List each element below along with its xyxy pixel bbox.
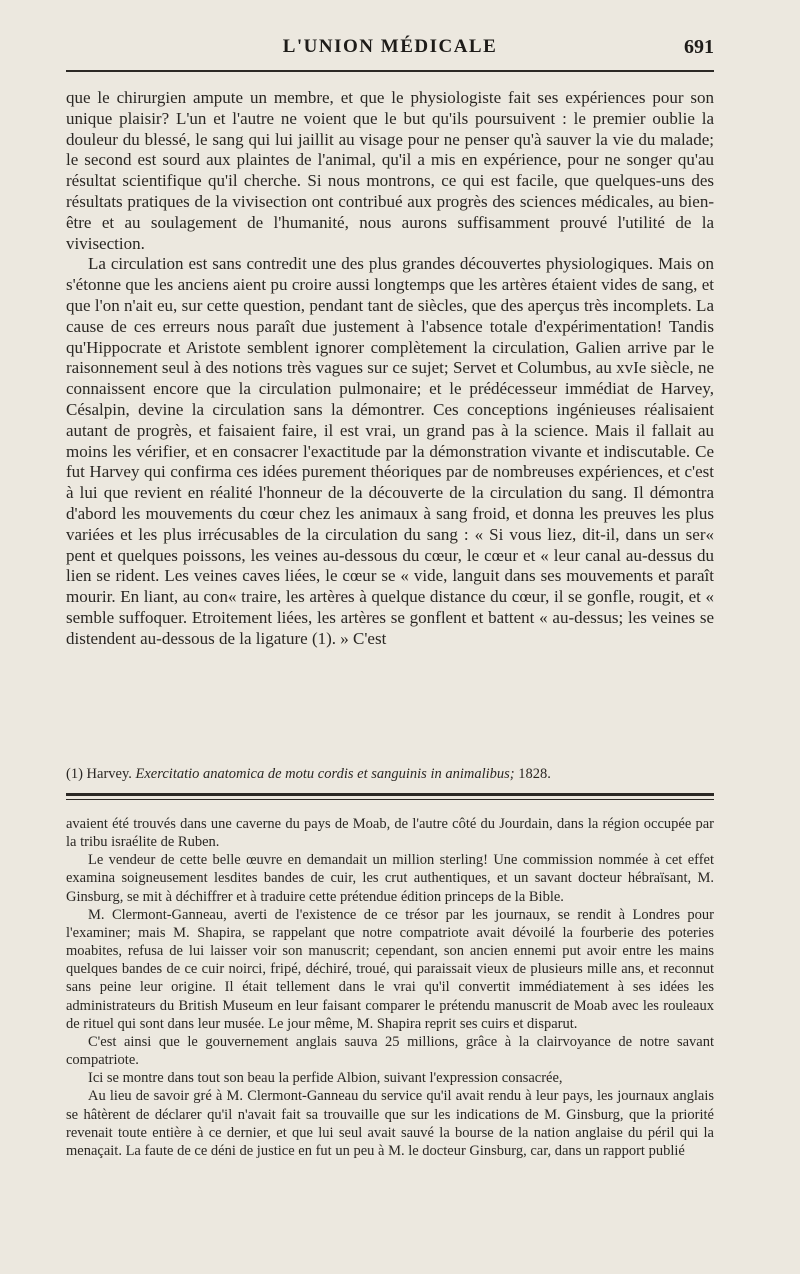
feuilleton-separator-thin (66, 799, 714, 800)
footnote-marker: (1) Harvey. (66, 766, 132, 782)
main-text (66, 88, 714, 650)
feuilleton-paragraph-2: Le vendeur de cette belle œuvre en demandait un million sterling! Une commission nommée à cet effet examina soigneusement lesdites bandes de cuir, les crut authentiques, et un savant docteur hébraïsant, M. Ginsburg, se mit à déchiffrer et à traduire cette prétendue édition princeps de la Bible. (66, 852, 714, 905)
paragraph-1: que le chirurgien ampute un membre, et que le physiologiste fait ses expériences pour son unique plaisir? L'un et l'autre ne voient que le but qu'ils poursuivent : le premier oublie la douleur du blessé, le sang qui lui jaillit au visage pour ne penser qu'à sauver la vie du malade; le second est sourd aux plaintes de l'animal, qu'il a mis en expérience, pour ne songer qu'au résultat scientifique qu'il cherche. Si nous montrons, ce qui est facile, que quelques-uns des résultats pratiques de la vivisection ont contribué aux progrès des sciences médicales, au bien-être et au soulagement de l'humanité, nous aurons suffisamment prouvé l'utilité de la vivisection. (66, 88, 714, 253)
feuilleton-paragraph-6: Au lieu de savoir gré à M. Clermont-Ganneau du service qu'il avait rendu à leur pays, les journaux anglais se hâtèrent de déclarer qu'il n'avait fait sa trouvaille que sur les indications de M. Ginsburg, que la priorité revenait toute entière à ce dernier, et que lui seul avait sauvé la bourse de la nation anglaise du péril qui la menaçait. La faute de ce déni de justice en fut un peu à M. le docteur Ginsburg, car, dans un rapport publié (66, 1088, 714, 1159)
feuilleton-paragraph-3: M. Clermont-Ganneau, averti de l'existence de ce trésor par les journaux, se rendit à Londres pour l'examiner; mais M. Shapira, se rappelant que notre compatriote avait dévoilé la fourberie des poteries moabites, refusa de lui laisser voir son manuscrit; cependant, son ancien ennemi put avoir entre les mains quelques bandes de ce cuir noirci, fripé, déchiré, troué, qui paraissait vieux de plusieurs mille ans, et reconnut sans peine leur origine. Il était tellement dans le vrai qu'il convertit immédiatement à ses idées les administrateurs du British Museum en leur faisant comparer le prétendu manuscrit de Moab avec les rouleaux de rituel qui sont dans leur musée. Le jour même, M. Shapira reprit ses cuirs et disparut. (66, 906, 714, 1032)
footnote-year: 1828. (518, 766, 551, 782)
feuilleton-text (66, 815, 714, 1160)
footnote (66, 765, 714, 783)
feuilleton-paragraph-5: Ici se montre dans tout son beau la perfide Albion, suivant l'expression consacrée, (88, 1070, 563, 1087)
footnote-title: Exercitatio anatomica de motu cordis et sanguinis in animalibus; (135, 766, 515, 782)
paragraph-2: La circulation est sans contredit une des plus grandes découvertes physiologiques. Mais on s'étonne que les anciens aient pu croire aussi longtemps que les artères étaient vides de sang, et que l'on n'ait eu, sur cette question, pendant tant de siècles, que des aperçus très incomplets. La cause de ces erreurs nous paraît due justement à l'absence totale d'expérimentation! Tandis qu'Hippocrate et Aristote semblent ignorer complètement la circulation, Galien arrive par le raisonnement seul à des notions très vagues sur ce sujet; Servet et Columbus, au xvIe siècle, ne connaissent encore que la circulation pulmonaire; et le prédécesseur immédiat de Harvey, Césalpin, devine la circulation sans la démontrer. Ces conceptions ingénieuses réalisaient autant de progrès, et faisaient faire, il est vrai, un grand pas à la science. Mais il fallait au moins les vérifier, et en consacrer l'exactitude par la démonstration vivante et indiscutable. Ce fut Harvey qui confirma ces idées purement théoriques par de nombreuses expériences, et c'est à lui que revient en réalité l'honneur de la découverte de la circulation du sang. Il démontra d'abord les mouvements du cœur chez les animaux à sang froid, et donna les preuves les plus variées et les plus irrécusables de la circulation du sang : « Si vous liez, dit-il, dans un ser« pent et quelques poissons, les veines au-dessous du cœur, le cœur et « leur canal au-dessus du lien se rident. Les veines caves liées, le cœur se « vide, languit dans ses mouvements et paraît mourir. En liant, au con« traire, les artères à quelque distance du cœur, il se gonfle, rougit, et « semble suffoquer. Etroitement liées, les artères se gonflent et battent « au-dessus; les veines se distendent au-dessous de la ligature (1). » C'est (66, 254, 714, 648)
header-rule (66, 70, 714, 72)
running-title: L'UNION MÉDICALE (282, 36, 498, 57)
feuilleton-separator-thick (66, 793, 714, 796)
feuilleton-paragraph-4: C'est ainsi que le gouvernement anglais sauva 25 millions, grâce à la clairvoyance de notre savant compatriote. (66, 1033, 714, 1069)
page-header (66, 36, 714, 66)
feuilleton-paragraph-1: avaient été trouvés dans une caverne du pays de Moab, de l'autre côté du Jourdain, dans la région occupée par la tribu israélite de Ruben. (66, 816, 714, 851)
page-number: 691 (684, 36, 714, 58)
